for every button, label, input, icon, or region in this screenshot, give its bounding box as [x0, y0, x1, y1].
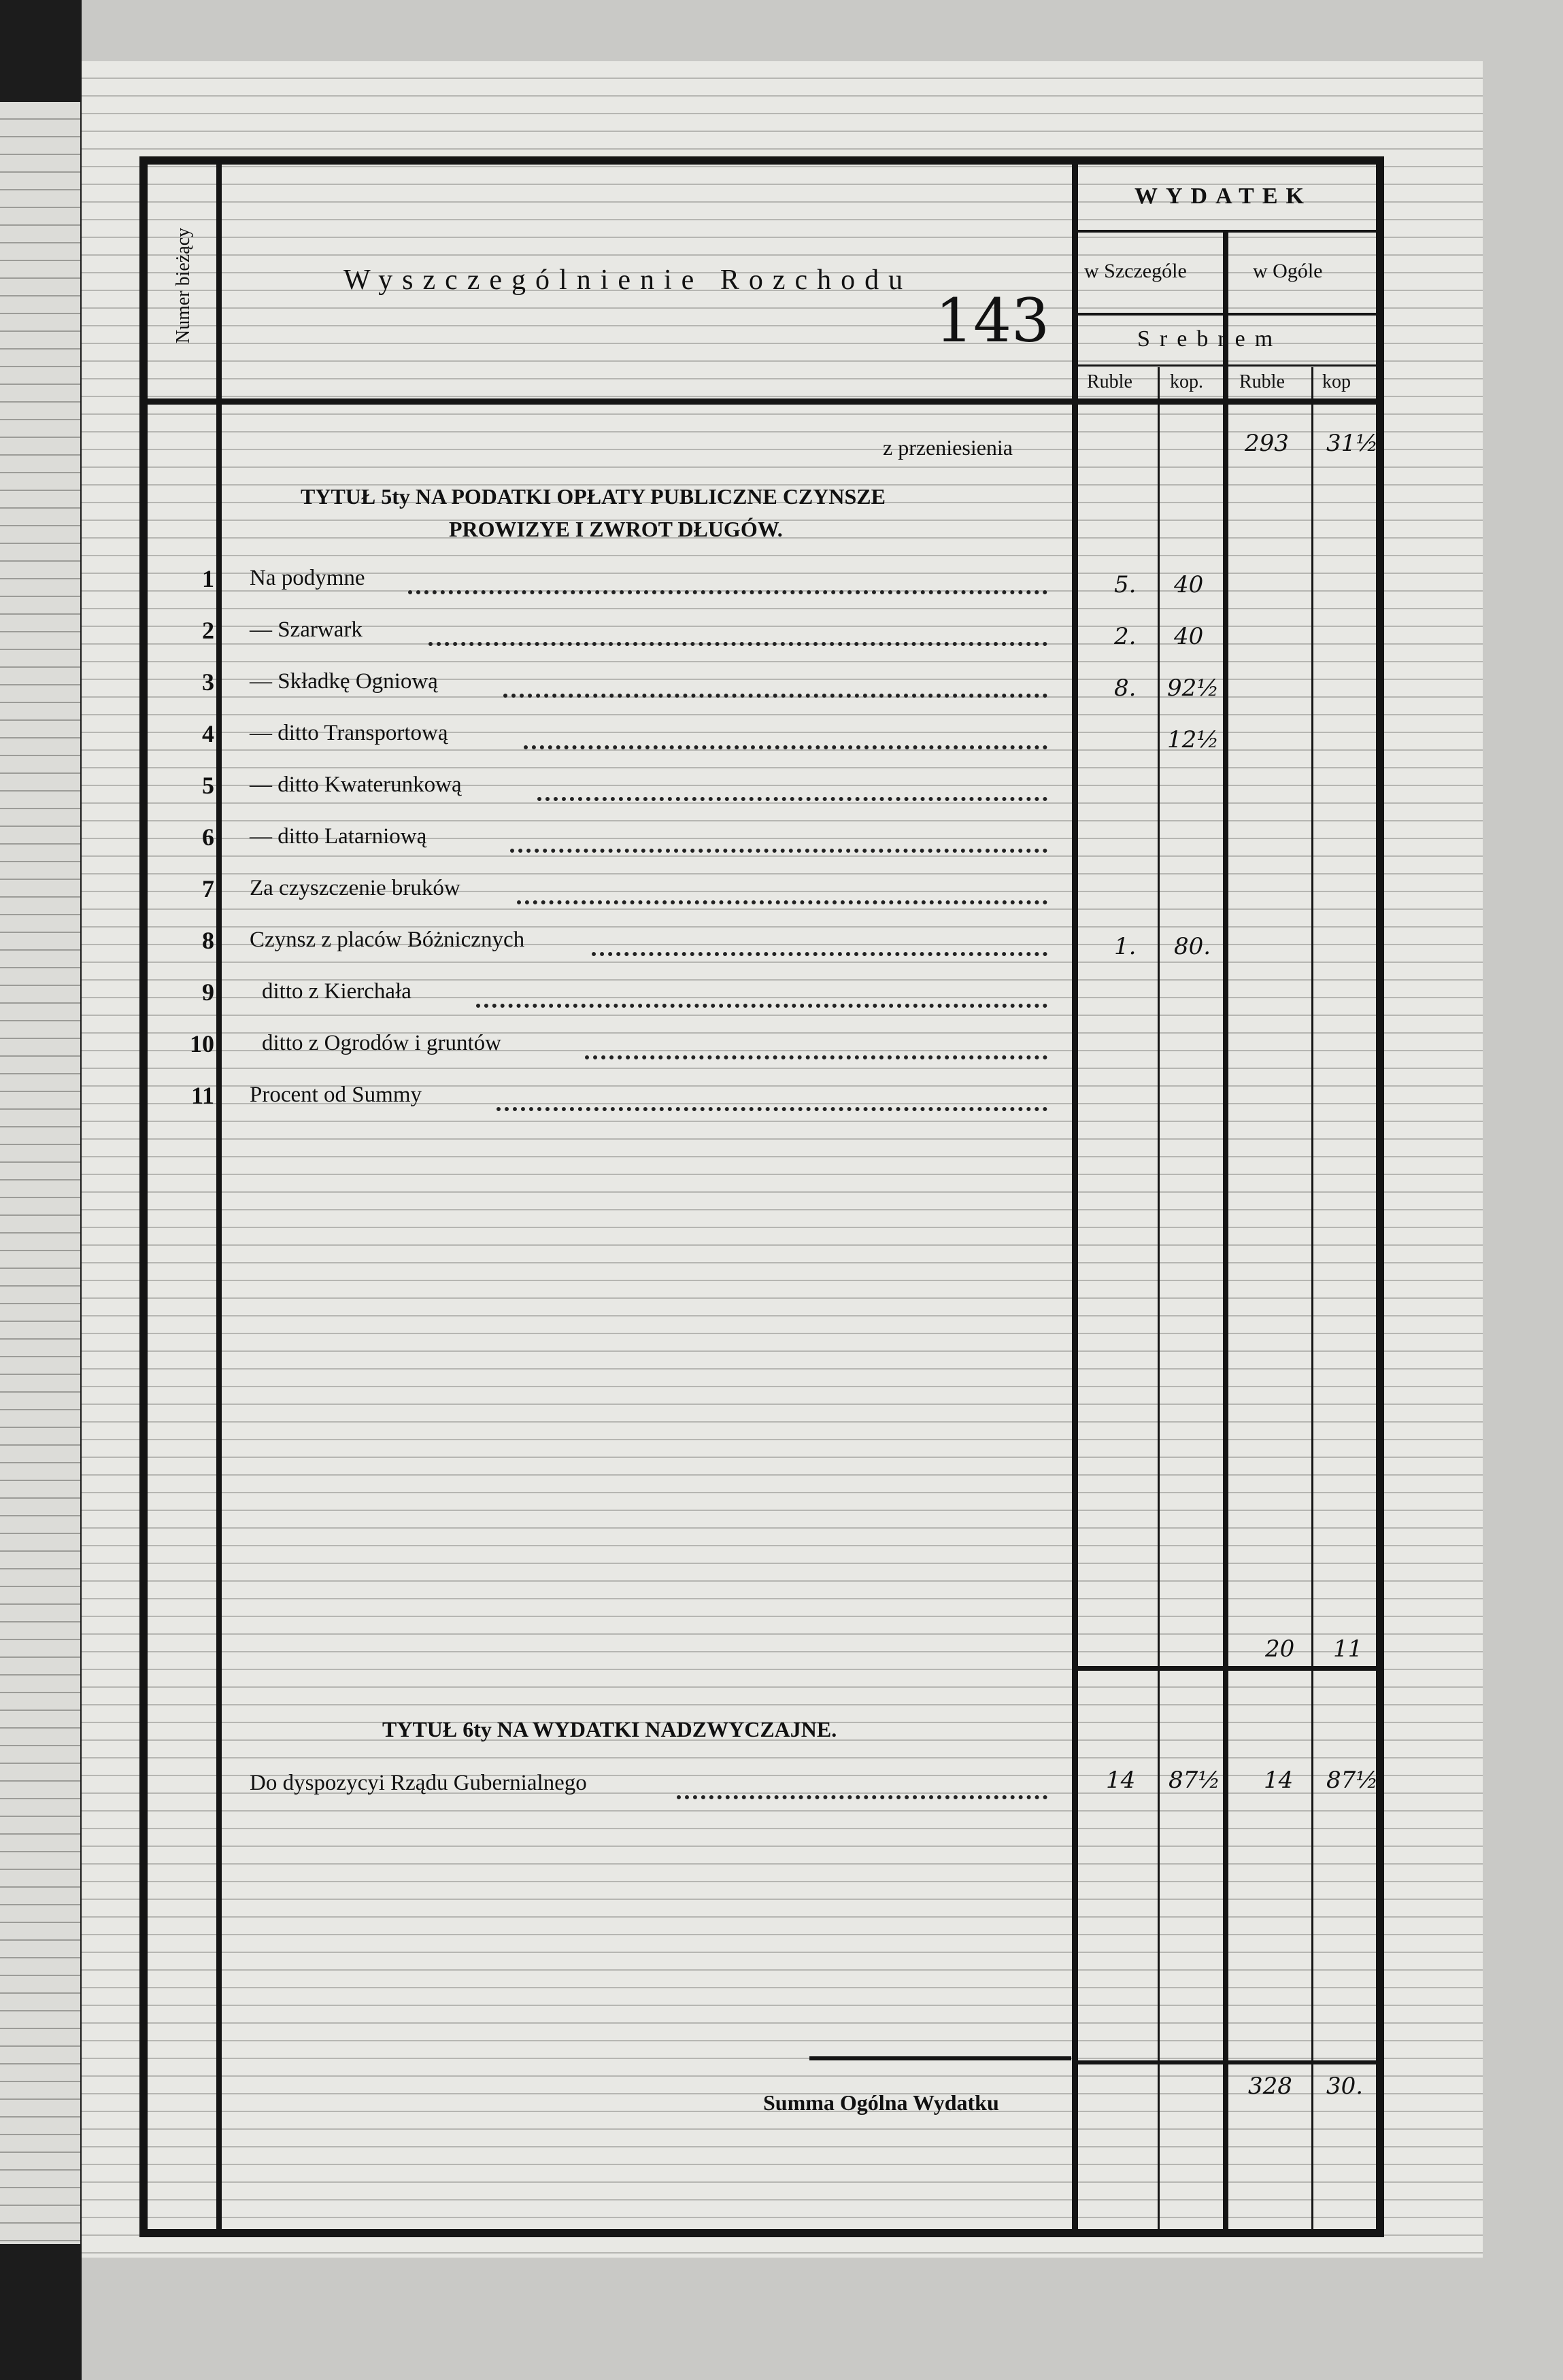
row-leader: [476, 1004, 1047, 1008]
title6-ogol-kop: 87½: [1326, 1767, 1379, 1794]
rule-description-column: [1072, 163, 1078, 2230]
row-label: Procent od Summy: [250, 1083, 422, 1107]
row-number: 6: [202, 823, 214, 851]
summa-label: Summa Ogólna Wydatku: [763, 2090, 999, 2115]
row-number: 2: [202, 617, 214, 644]
row-label: Czynsz z placów Bóżnicznych: [250, 928, 525, 952]
summa-ruble: 328: [1248, 2073, 1292, 2100]
row-label: ditto z Kierchała: [262, 979, 411, 1004]
row-leader: [537, 797, 1047, 801]
column-header-srebrem: Srebrem: [1137, 326, 1283, 352]
column-header-kop-szczegol: kop.: [1170, 371, 1203, 392]
rule-under-szczegol: [1078, 313, 1376, 316]
row-number: 5: [202, 772, 214, 799]
row-leader: [592, 952, 1047, 956]
row-leader: [517, 900, 1047, 904]
row-leader: [503, 694, 1047, 698]
summa-kop: 30.: [1326, 2073, 1364, 2100]
table-frame: [139, 156, 1384, 2237]
title6-heading: TYTUŁ 6ty NA WYDATKI NADZWYCZAJNE.: [382, 1717, 837, 1741]
title6-ogol-ruble: 14: [1264, 1767, 1294, 1794]
title6-szczegol-ruble: 14: [1106, 1767, 1136, 1794]
row-number: 9: [202, 979, 214, 1006]
facing-page-edge: [0, 102, 80, 2244]
title6-szczegol-kop: 87½: [1169, 1767, 1221, 1794]
row-leader: [408, 590, 1047, 594]
rule-under-wydatek: [1078, 230, 1376, 233]
row-leader: [524, 745, 1047, 749]
row-label: ditto z Ogrodów i gruntów: [262, 1031, 501, 1055]
title6-row-label: Do dyspozycyi Rządu Gubernialnego: [250, 1771, 587, 1795]
column-header-description: Wyszczególnienie Rozchodu: [343, 265, 913, 296]
row-number: 1: [202, 565, 214, 592]
row-leader: [510, 849, 1047, 853]
rule-summa-left: [809, 2056, 1071, 2060]
row-label: — ditto Transportową: [250, 721, 448, 745]
row-label: — ditto Latarniową: [250, 824, 427, 849]
row-leader: [585, 1055, 1047, 1059]
row-label: — ditto Kwaterunkową: [250, 772, 462, 797]
rule-ogol-kop: [1311, 367, 1313, 2230]
column-header-ruble-szczegol: Ruble: [1087, 371, 1132, 392]
rule-szczegol-kop: [1158, 367, 1160, 2230]
carry-over-kop: 31½: [1326, 430, 1379, 457]
rule-summa-right: [1078, 2060, 1376, 2064]
row-kop: 40: [1174, 623, 1204, 650]
row-number: 3: [202, 668, 214, 696]
column-header-ruble-ogol: Ruble: [1239, 371, 1285, 392]
row-leader: [497, 1107, 1047, 1111]
title5-total-ruble: 20: [1265, 1635, 1295, 1663]
carry-over-label: z przeniesienia: [883, 435, 1013, 460]
title5-line2: PROWIZYE I ZWROT DŁUGÓW.: [449, 517, 783, 541]
row-leader: [428, 642, 1047, 646]
row-number: 8: [202, 927, 214, 954]
rule-number-column: [216, 163, 222, 2230]
row-number: 7: [202, 875, 214, 902]
column-header-kop-ogol: kop: [1322, 371, 1351, 392]
row-ruble: 1.: [1114, 933, 1137, 960]
title5-total-kop: 11: [1333, 1635, 1363, 1663]
row-label: — Składkę Ogniową: [250, 669, 438, 694]
row-label: Na podymne: [250, 566, 365, 590]
row-number: 10: [190, 1030, 214, 1057]
row-ruble: 5.: [1114, 571, 1137, 598]
rule-under-srebrem: [1078, 364, 1376, 367]
column-header-number: Numer bieżący: [173, 227, 194, 344]
page-number: 143: [935, 286, 1049, 356]
rule-header-bottom: [148, 398, 1376, 405]
column-header-w-ogole: w Ogóle: [1253, 260, 1323, 282]
row-kop: 40: [1174, 571, 1204, 598]
column-header-wydatek: WYDATEK: [1135, 184, 1312, 209]
row-ruble: 8.: [1114, 675, 1137, 702]
row-number: 4: [202, 720, 214, 747]
rule-szczegol-ogol: [1223, 231, 1228, 2230]
row-label: Za czyszczenie bruków: [250, 876, 460, 900]
rule-title5-subtotal: [1078, 1666, 1376, 1671]
row-kop: 92½: [1167, 675, 1220, 702]
carry-over-ruble: 293: [1245, 430, 1289, 457]
column-header-w-szczegole: w Szczególe: [1084, 260, 1187, 282]
row-ruble: 2.: [1114, 623, 1137, 650]
title6-row-leader: [677, 1795, 1047, 1799]
title5-line1: TYTUŁ 5ty NA PODATKI OPŁATY PUBLICZNE CZYNSZE: [301, 484, 886, 509]
row-number: 11: [190, 1082, 214, 1109]
row-label: — Szarwark: [250, 617, 363, 642]
row-kop: 80.: [1174, 933, 1211, 960]
row-kop: 12½: [1167, 726, 1220, 753]
